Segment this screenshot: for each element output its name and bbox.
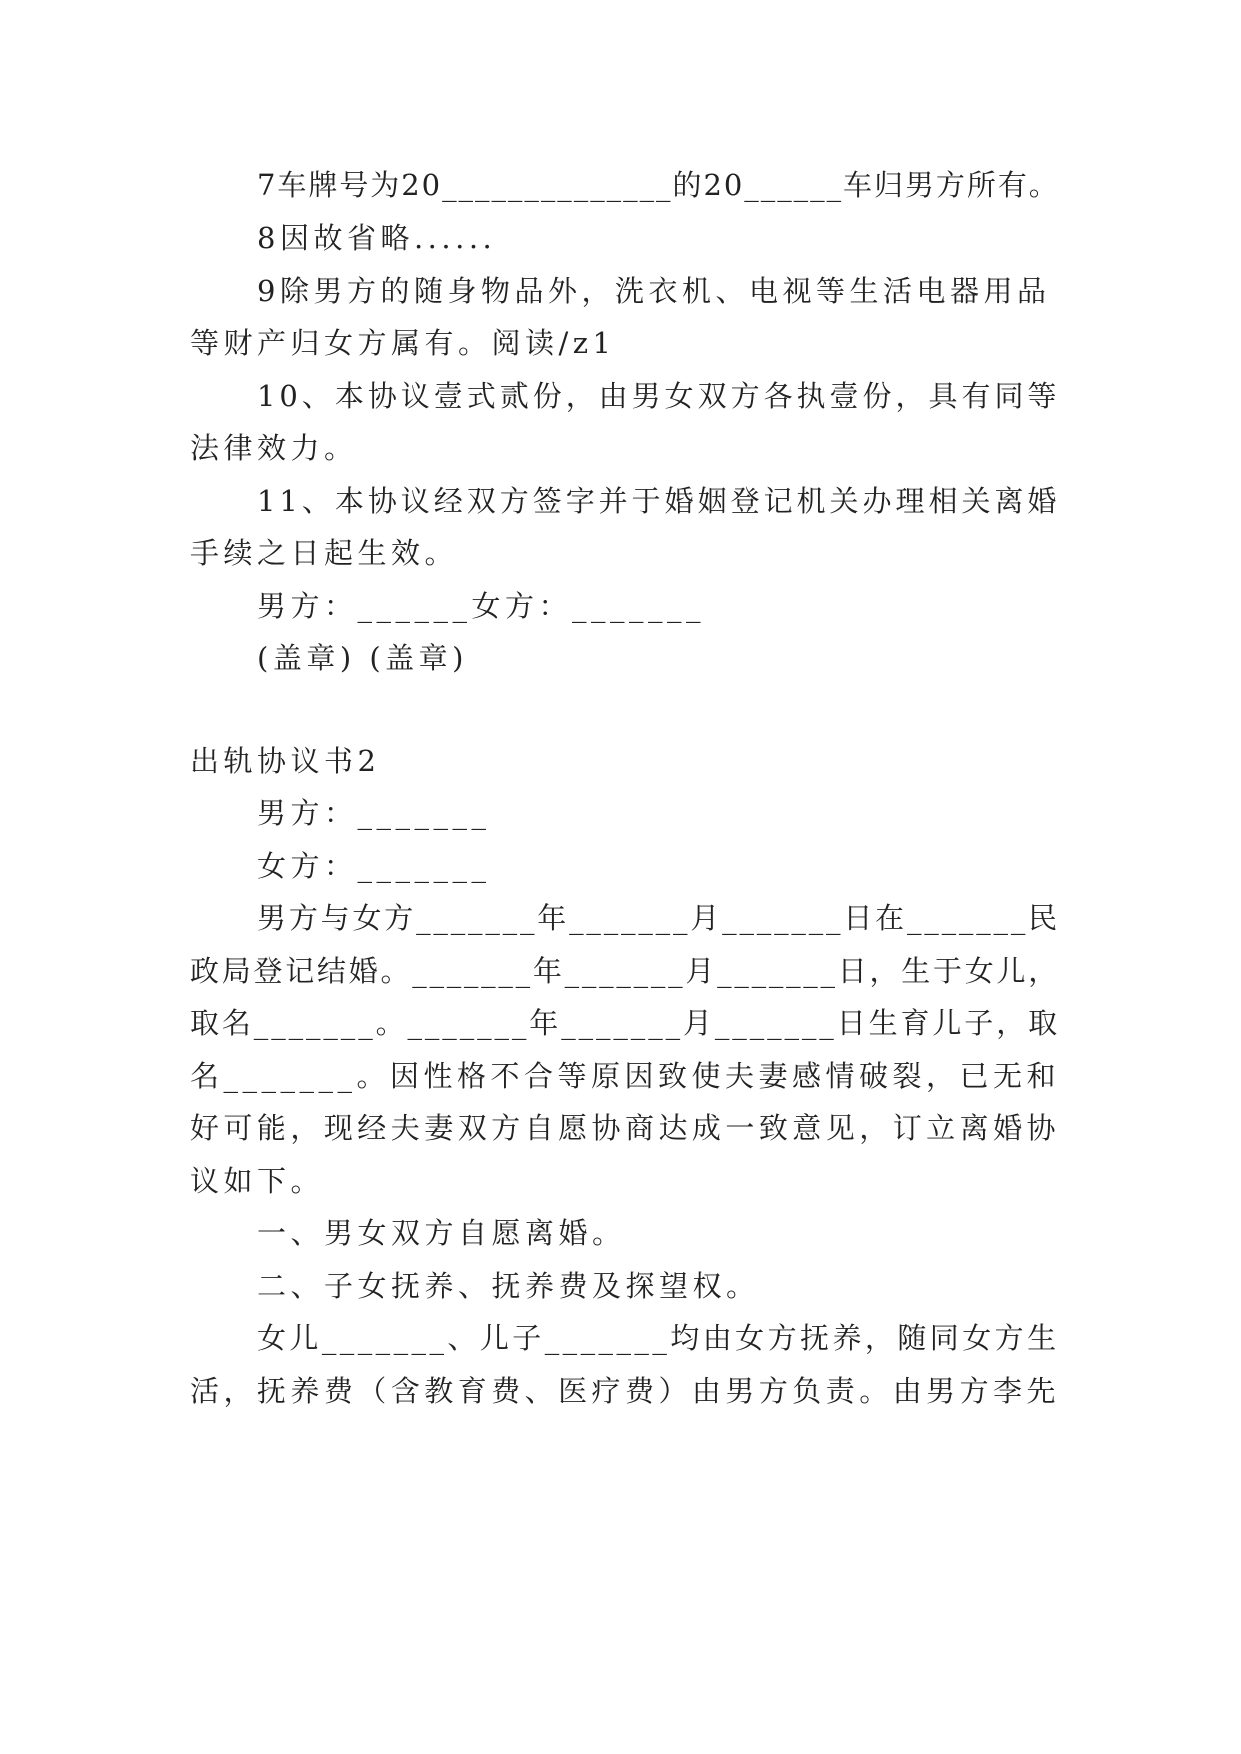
clause-10-line-1: 10、本协议壹式贰份，由男女双方各执壹份，具有同等 <box>257 379 1061 413</box>
custody-line-2: 活，抚养费（含教育费、医疗费）由男方负责。由男方李先 <box>190 1374 1061 1408</box>
clause-11-line-2: 手续之日起生效。 <box>190 536 459 570</box>
clause-two: 二、子女抚养、抚养费及探望权。 <box>257 1269 760 1303</box>
custody-line-1: 女儿_______、儿子_______均由女方抚养，随同女方生 <box>257 1321 1060 1355</box>
clause-8: 8因故省略...... <box>257 221 497 255</box>
clause-9-line-1: 9除男方的随身物品外，洗衣机、电视等生活电器用品 <box>257 274 1051 308</box>
female-party-line: 女方：_______ <box>257 849 491 883</box>
section-2-title: 出轨协议书2 <box>190 744 381 778</box>
intro-line-1: 男方与女方_______年_______月_______日在_______民 <box>257 901 1061 935</box>
clause-10-line-2: 法律效力。 <box>190 431 358 465</box>
intro-line-3: 取名_______。_______年_______月_______日生育儿子，取 <box>190 1006 1061 1040</box>
male-party-line: 男方：_______ <box>257 796 491 830</box>
clause-11-line-1: 11、本协议经双方签字并于婚姻登记机关办理相关离婚 <box>257 484 1061 518</box>
intro-line-5: 好可能，现经夫妻双方自愿协商达成一致意见，订立离婚协 <box>190 1111 1061 1145</box>
signature-line: 男方：______女方：_______ <box>257 589 706 623</box>
clause-7: 7车牌号为20______________的20______车归男方所有。 <box>257 168 1060 202</box>
clause-9-line-2: 等财产归女方属有。阅读/z1 <box>190 326 616 360</box>
intro-line-2: 政局登记结婚。_______年_______月_______日，生于女儿， <box>190 954 1061 988</box>
clause-one: 一、男女双方自愿离婚。 <box>257 1216 626 1250</box>
seal-line: (盖章) (盖章) <box>257 641 468 675</box>
intro-line-6: 议如下。 <box>190 1164 325 1198</box>
intro-line-4: 名_______。因性格不合等原因致使夫妻感情破裂，已无和 <box>190 1059 1061 1093</box>
